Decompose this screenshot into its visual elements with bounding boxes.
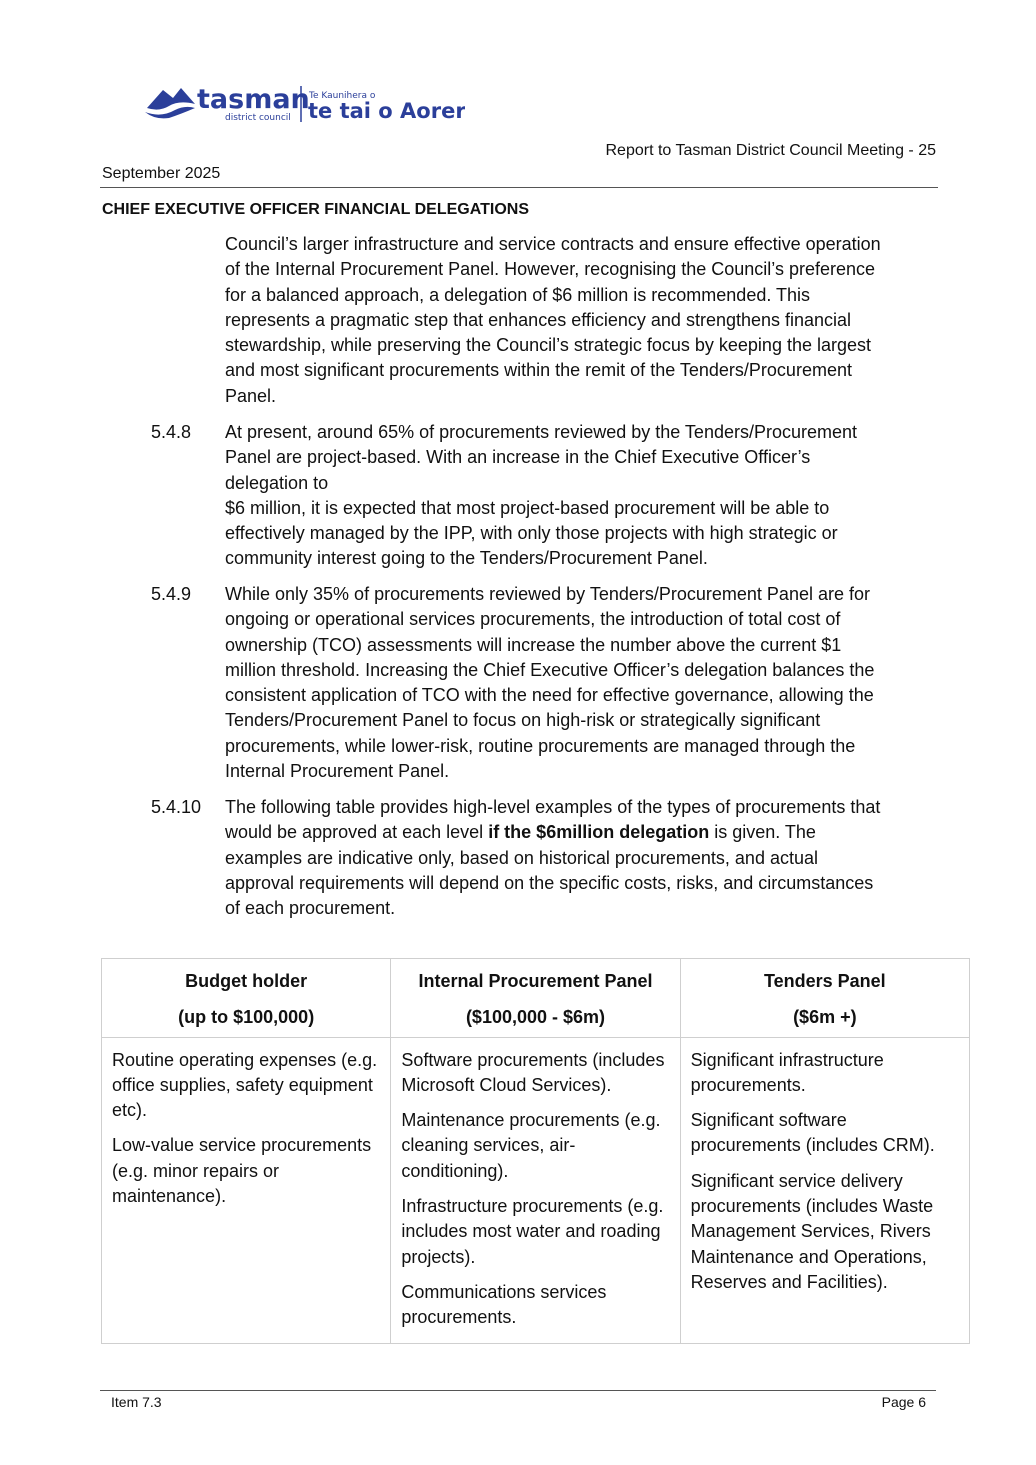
text-line: million threshold. Increasing the Chief Executive Officer’s delegation balances the: [225, 659, 875, 680]
table-header-cell: [391, 959, 680, 1038]
footer-item-label: Item 7.3: [111, 1394, 162, 1410]
paragraph-number: 5.4.8: [151, 422, 192, 442]
bold-text: if the $6million delegation: [488, 822, 710, 843]
table-cell-ipp: [391, 1037, 680, 1343]
report-date-line: September 2025: [102, 165, 221, 182]
table-row: [102, 1037, 970, 1343]
cell-item: Low-value service procurements (e.g. minor repairs or maintenance).: [112, 1135, 372, 1207]
tasman-logo-mark-icon: [145, 78, 465, 126]
paragraph-number: 5.4.9: [151, 584, 192, 604]
table-cell-tenders-panel: [680, 1037, 969, 1343]
tasman-logo: [145, 78, 465, 126]
text-line: examples are indicative only, based on historical procurements, and actual: [225, 847, 818, 868]
header-range: (up to $100,000): [178, 1007, 315, 1028]
text-line: of the Internal Procurement Panel. However, recognising the Council’s preference: [225, 259, 876, 280]
report-header-line: Report to Tasman District Council Meeting - 25: [605, 142, 936, 159]
paragraph-intro: [225, 232, 930, 409]
text-line: effectively managed by the IPP, with only those projects with high strategic or: [225, 523, 838, 544]
text-line: delegation to: [225, 472, 329, 493]
footer-page-number: Page 6: [881, 1394, 926, 1410]
text-line: and most significant procurements within the remit of the Tenders/Procurement: [225, 360, 852, 381]
text-line: $6 million, it is expected that most project-based procurement will be able to: [225, 497, 830, 518]
section-title: CHIEF EXECUTIVE OFFICER FINANCIAL DELEGATIONS: [102, 201, 529, 218]
table-header-row: [102, 959, 970, 1038]
table-cell-budget-holder: [102, 1037, 391, 1343]
header-title: Tenders Panel: [763, 971, 886, 991]
text-line: The following table provides high-level examples of the types of procurements that: [225, 797, 881, 817]
text-line: represents a pragmatic step that enhances efficiency and strengthens financial: [225, 309, 852, 330]
text-line: ownership (TCO) assessments will increase the number above the current $1: [225, 634, 842, 655]
cell-item: Communications services procurements.: [401, 1281, 607, 1328]
cell-item: Maintenance procurements (e.g. cleaning services, air-conditioning).: [401, 1110, 661, 1181]
table-header-cell: [680, 959, 969, 1038]
text-line: [225, 820, 930, 845]
text-line: for a balanced approach, a delegation of $6 million is recommended. This: [225, 284, 811, 305]
header-range: ($100,000 - $6m): [465, 1007, 606, 1028]
cell-item: Significant infrastructure procurements.: [690, 1049, 884, 1095]
text-line: of each procurement.: [225, 898, 396, 919]
footer-divider: [100, 1390, 936, 1391]
paragraph-number: 5.4.10: [151, 797, 202, 817]
text-line: community interest going to the Tenders/Procurement Panel.: [225, 548, 708, 569]
text-span: would be approved at each level: [225, 822, 489, 843]
text-line: While only 35% of procurements reviewed by Tenders/Procurement Panel are for: [225, 584, 870, 604]
header-range: ($6m +): [793, 1007, 857, 1028]
text-line: consistent application of TCO with the need for effective governance, allowing the: [225, 685, 874, 706]
text-line: approval requirements will depend on the specific costs, risks, and circumstances: [225, 872, 874, 893]
logo-brand-text: tasman: [197, 84, 310, 115]
paragraph-5-4-9: [225, 582, 930, 784]
logo-maori-large-text: te tai o Aorere: [308, 99, 465, 123]
cell-item: Routine operating expenses (e.g. office supplies, safety equipment etc).: [112, 1049, 378, 1121]
text-span: is given. The: [709, 822, 816, 843]
header-divider: [100, 187, 938, 188]
text-line: Tenders/Procurement Panel to focus on high-risk or strategically significant: [225, 710, 821, 731]
paragraph-5-4-8: [225, 420, 930, 572]
table-header-cell: [102, 959, 391, 1038]
header-title: Budget holder: [185, 971, 308, 991]
procurement-levels-table: [101, 958, 970, 1344]
cell-item: Significant software procurements (includes CRM).: [690, 1110, 935, 1156]
cell-item: Significant service delivery procurements (includes Waste Management Services, Rivers Maintenance and Operations, Reserves and Facilities).: [690, 1170, 934, 1292]
text-line: Panel are project-based. With an increase in the Chief Executive Officer’s: [225, 447, 811, 468]
logo-sub-text: district council: [225, 113, 291, 123]
text-line: Panel.: [225, 385, 277, 406]
text-line: stewardship, while preserving the Council’s strategic focus by keeping the largest: [225, 335, 872, 356]
text-line: ongoing or operational services procurements, the introduction of total cost of: [225, 609, 841, 630]
text-line: procurements, while lower-risk, routine procurements are managed through the: [225, 735, 856, 756]
cell-item: Software procurements (includes Microsoft Cloud Services).: [401, 1049, 665, 1095]
cell-item: Infrastructure procurements (e.g. includes most water and roading projects).: [401, 1196, 664, 1267]
text-line: Internal Procurement Panel.: [225, 761, 450, 782]
paragraph-5-4-10: [225, 795, 930, 921]
logo-maori-small-text: Te Kaunihera o: [309, 91, 376, 101]
text-line: At present, around 65% of procurements reviewed by the Tenders/Procurement: [225, 422, 858, 442]
text-line: Council’s larger infrastructure and service contracts and ensure effective operation: [225, 234, 881, 254]
header-title: Internal Procurement Panel: [418, 971, 653, 991]
